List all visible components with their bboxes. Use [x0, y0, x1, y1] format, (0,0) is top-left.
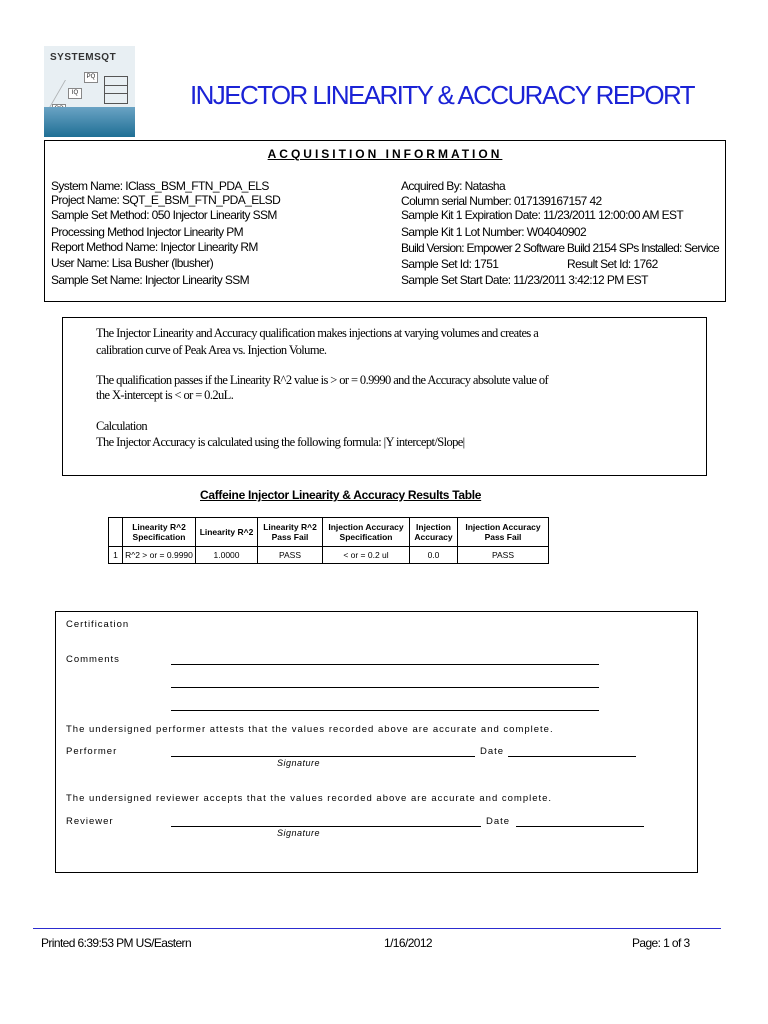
- header-linearity-pass-fail: Linearity R^2 Pass Fail: [258, 518, 323, 547]
- comments-label: Comments: [66, 654, 120, 665]
- reviewer-date-line[interactable]: [516, 826, 644, 827]
- footer-date: 1/16/2012: [384, 936, 432, 950]
- performer-label: Performer: [66, 746, 118, 757]
- result-set-id: Result Set Id: 1762: [567, 257, 658, 271]
- sample-kit-expiration: Sample Kit 1 Expiration Date: 11/23/2011 12:00:00 AM EST: [401, 208, 684, 222]
- performer-signature-line[interactable]: [171, 756, 475, 757]
- acquisition-heading: ACQUISITION INFORMATION: [267, 147, 503, 161]
- project-name: Project Name: SQT_E_BSM_FTN_PDA_ELSD: [51, 193, 281, 207]
- cell-index: 1: [109, 547, 123, 564]
- reviewer-date-label: Date: [486, 816, 511, 827]
- sample-set-method: Sample Set Method: 050 Injector Linearity SSM: [51, 208, 277, 222]
- cell-linearity-r2: 1.0000: [196, 547, 258, 564]
- performer-signature-caption: Signature: [277, 758, 321, 768]
- cell-linearity-spec: R^2 > or = 0.9990: [123, 547, 196, 564]
- footer-page-number: Page: 1 of 3: [632, 936, 690, 950]
- footer-rule: [33, 928, 721, 929]
- table-row: [109, 547, 549, 564]
- calculation-formula: The Injector Accuracy is calculated using the following formula: |Y intercept/Slope|: [96, 435, 465, 449]
- certification-heading: Certification: [66, 619, 130, 630]
- cell-linearity-pass-fail: PASS: [258, 547, 323, 564]
- comments-line-3[interactable]: [171, 710, 599, 711]
- sample-set-start-date: Sample Set Start Date: 11/23/2011 3:42:12 PM EST: [401, 273, 648, 287]
- footer-printed-time: Printed 6:39:53 PM US/Eastern: [41, 936, 192, 950]
- header-accuracy-pass-fail: Injection Accuracy Pass Fail: [458, 518, 549, 547]
- logo-brand-text: SYSTEMSQT: [50, 52, 117, 63]
- performer-statement: The undersigned performer attests that the values recorded above are accurate and complete.: [66, 724, 554, 735]
- calculation-heading: Calculation: [96, 419, 148, 433]
- qualification-line-3: The qualification passes if the Linearity R^2 value is > or = 0.9990 and the Accuracy absolute value of: [96, 373, 549, 387]
- cell-accuracy-pass-fail: PASS: [458, 547, 549, 564]
- report-title: INJECTOR LINEARITY & ACCURACY REPORT: [190, 80, 694, 110]
- acquired-by: Acquired By: Natasha: [401, 179, 506, 193]
- reviewer-signature-line[interactable]: [171, 826, 481, 827]
- logo-iq-box: IQ: [68, 88, 82, 99]
- sample-kit-lot-number: Sample Kit 1 Lot Number: W04040902: [401, 225, 587, 239]
- column-serial-number: Column serial Number: 017139167157 42: [401, 194, 602, 208]
- sample-set-id: Sample Set Id: 1751: [401, 257, 499, 271]
- processing-method: Processing Method Injector Linearity PM: [51, 225, 244, 239]
- reviewer-signature-caption: Signature: [277, 828, 321, 838]
- cell-injection-accuracy: 0.0: [410, 547, 458, 564]
- acquisition-info-box: [44, 140, 726, 302]
- header-linearity-r2: Linearity R^2: [196, 518, 258, 547]
- qualification-line-4: the X-intercept is < or = 0.2uL.: [96, 388, 234, 402]
- report-method-name: Report Method Name: Injector Linearity RM: [51, 240, 258, 254]
- header-linearity-spec: Linearity R^2 Specification: [123, 518, 196, 547]
- reviewer-statement: The undersigned reviewer accepts that the values recorded above are accurate and complete.: [66, 793, 553, 804]
- header-injection-accuracy: Injection Accuracy: [410, 518, 458, 547]
- build-version: Build Version: Empower 2 Software Build 2154 SPs Installed: Service: [401, 241, 719, 255]
- logo-cart-graphic: [104, 76, 128, 104]
- systemsqt-logo: [44, 46, 135, 137]
- sample-set-name: Sample Set Name: Injector Linearity SSM: [51, 273, 250, 287]
- user-name: User Name: Lisa Busher (lbusher): [51, 256, 214, 270]
- qualification-line-2: calibration curve of Peak Area vs. Injection Volume.: [96, 343, 327, 357]
- header-accuracy-spec: Injection Accuracy Specification: [323, 518, 410, 547]
- certification-box: [55, 611, 698, 873]
- comments-line-1[interactable]: [171, 664, 599, 665]
- qualification-line-1: The Injector Linearity and Accuracy qualification makes injections at varying volumes and creates a: [96, 326, 539, 340]
- logo-pq-box: PQ: [84, 72, 98, 83]
- results-table-title: Caffeine Injector Linearity & Accuracy Results Table: [200, 488, 482, 502]
- qualification-description-box: [62, 317, 707, 476]
- header-index: [109, 518, 123, 547]
- performer-date-line[interactable]: [508, 756, 636, 757]
- comments-line-2[interactable]: [171, 687, 599, 688]
- performer-date-label: Date: [480, 746, 505, 757]
- logo-ground-graphic: [44, 107, 135, 137]
- results-header-row: [109, 518, 549, 547]
- reviewer-label: Reviewer: [66, 816, 114, 827]
- results-table: [108, 517, 549, 564]
- system-name: System Name: IClass_BSM_FTN_PDA_ELS: [51, 179, 269, 193]
- cell-accuracy-spec: < or = 0.2 ul: [323, 547, 410, 564]
